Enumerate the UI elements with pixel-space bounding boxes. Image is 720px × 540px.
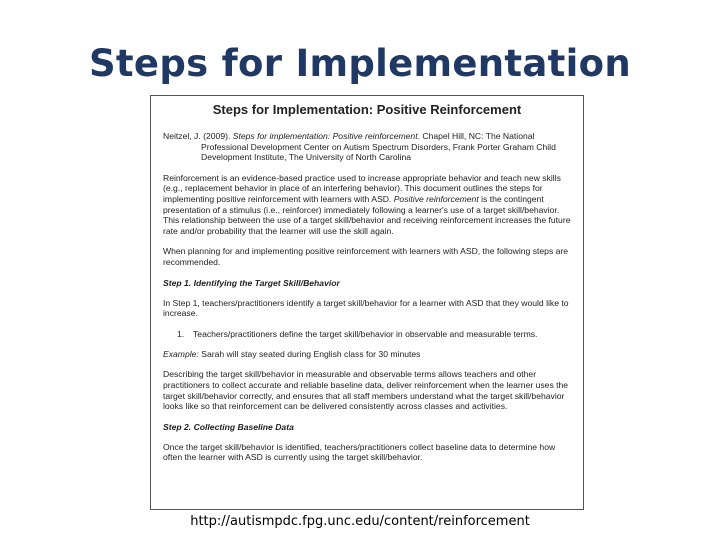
intro-term: Positive reinforcement (393, 193, 479, 204)
document-heading: Steps for Implementation: Positive Reinforcement (212, 102, 522, 117)
example-text: Sarah will stay seated during English class for 30 minutes (198, 349, 421, 360)
citation-author: Neitzel, J. (2009). (163, 131, 233, 141)
example (163, 349, 571, 359)
source-url[interactable]: http://autismpdc.fpg.unc.edu/content/reinforcement (190, 514, 530, 529)
step2-text: Once the target skill/behavior is identified, teachers/practitioners collect baseline data to determine how often the learner with ASD is currently using the target skill/behavior. (163, 441, 556, 463)
planning-paragraph: When planning for and implementing positive reinforcement with learners with ASD, the following steps are recommended. (163, 246, 569, 267)
intro-paragraph (163, 173, 571, 237)
citation-title: Steps for implementation: Positive reinforcement (232, 131, 418, 141)
citation (163, 131, 571, 163)
slide-title: Steps for Implementation (88, 42, 632, 85)
describing-paragraph: Describing the target skill/behavior in measurable and observable terms allows teachers and other practitioners to collect accurate and reliable baseline data, deliver reinforcement when the learner uses the target skill/behavior correctly, and ensures that all staff members understand what the target skill/behavior looks like so that reinforcement can be delivered consistently across classes and activities. (163, 369, 569, 412)
citation-rest: . Chapel Hill, NC: The National Professional Development Center on Autism Spectrum Disorders, Frank Porter Graham Child Development Institute, The University of North Carolina (201, 131, 556, 163)
list-item-number: 1. (177, 328, 185, 339)
intro-part3: is the contingent presentation of a stimulus (i.e., reinforcer) immediately following a learner's use of a target skill/behavior. This relationship between the use of a target skill/behavior and receiving reinforcement increases the future rate and/or probability that the learner will use the skill again. (163, 193, 571, 236)
intro-part1: Reinforcement is an evidence-based practice used to increase appropriate behavior and teach new skills (e.g., replacement behavior in place of an interfering behavior). This document outlines the steps for implementing positive reinforcement with learners with ASD. (163, 172, 561, 204)
example-label: Example: (163, 349, 199, 360)
step1-text: In Step 1, teachers/practitioners identify a target skill/behavior for a learner with ASD that they would like to increase. (163, 297, 569, 319)
step1-heading: Step 1. Identifying the Target Skill/Behavior (163, 277, 340, 288)
document-image (150, 95, 584, 510)
step2-heading: Step 2. Collecting Baseline Data (163, 421, 294, 432)
list-item-text: Teachers/practitioners define the target skill/behavior in observable and measurable terms. (193, 328, 538, 339)
step1-list-item (163, 329, 571, 340)
